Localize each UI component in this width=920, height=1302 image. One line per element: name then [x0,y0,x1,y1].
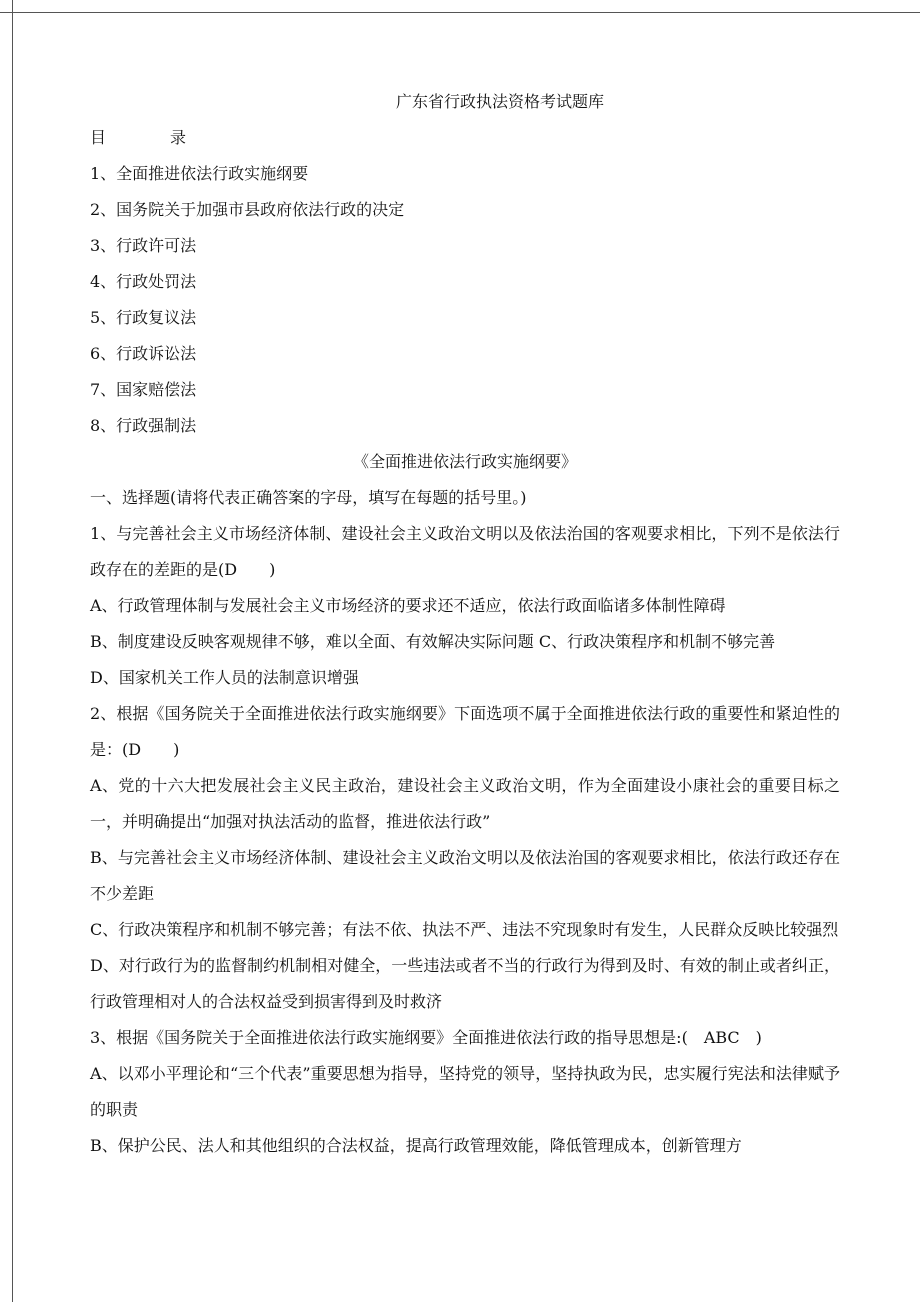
question-3-stem: 3、根据《国务院关于全面推进依法行政实施纲要》全面推进依法行政的指导思想是:( ABC ) [90,1028,762,1047]
question-3-option-b: B、保护公民、法人和其他组织的合法权益，提高行政管理效能，降低管理成本，创新管理方 [90,1136,742,1155]
document-body [90,84,840,1164]
toc-item: 5、行政复议法 [90,308,197,327]
page-border-left [12,0,13,1302]
toc-item: 8、行政强制法 [90,416,197,435]
toc-item: 6、行政诉讼法 [90,344,197,363]
toc-heading-right: 录 [170,128,187,147]
question-1-option-b: B、制度建设反映客观规律不够，难以全面、有效解决实际问题 C、行政决策程序和机制不够完善 [90,632,776,651]
toc-item: 2、国务院关于加强市县政府依法行政的决定 [90,200,405,219]
page-border-top [0,12,920,13]
question-1-stem: 1、与完善社会主义市场经济体制、建设社会主义政治文明以及依法治国的客观要求相比，下列不是依法行政存在的差距的是(D ) [90,524,840,579]
question-2-option-b: B、与完善社会主义市场经济体制、建设社会主义政治文明以及依法治国的客观要求相比，依法行政还存在不少差距 [90,848,840,903]
section-title: 《全面推进依法行政实施纲要》 [352,452,577,471]
question-3-option-a: A、以邓小平理论和“三个代表”重要思想为指导，坚持党的领导，坚持执政为民，忠实履行宪法和法律赋予的职责 [90,1064,840,1119]
part-heading: 一、选择题(请将代表正确答案的字母，填写在每题的括号里。) [90,488,527,507]
question-2-stem: 2、根据《国务院关于全面推进依法行政实施纲要》下面选项不属于全面推进依法行政的重要性和紧迫性的是：(D ) [90,704,840,759]
document-title: 广东省行政执法资格考试题库 [395,92,604,111]
question-1-option-d: D、国家机关工作人员的法制意识增强 [90,668,359,687]
question-1-option-a: A、行政管理体制与发展社会主义市场经济的要求还不适应，依法行政面临诸多体制性障碍 [90,596,726,615]
toc-item: 1、全面推进依法行政实施纲要 [90,164,309,183]
toc-item: 3、行政许可法 [90,236,197,255]
question-2-option-d: D、对行政行为的监督制约机制相对健全，一些违法或者不当的行政行为得到及时、有效的制止或者纠正，行政管理相对人的合法权益受到损害得到及时救济 [90,956,840,1011]
toc-item: 7、国家赔偿法 [90,380,197,399]
toc-heading [90,120,840,156]
toc-item: 4、行政处罚法 [90,272,197,291]
question-2-option-c: C、行政决策程序和机制不够完善；有法不依、执法不严、违法不究现象时有发生，人民群众反映比较强烈 [90,920,839,939]
question-2-option-a: A、党的十六大把发展社会主义民主政治，建设社会主义政治文明，作为全面建设小康社会的重要目标之一，并明确提出“加强对执法活动的监督，推进依法行政” [90,776,840,831]
toc-heading-left: 目 [90,128,107,147]
